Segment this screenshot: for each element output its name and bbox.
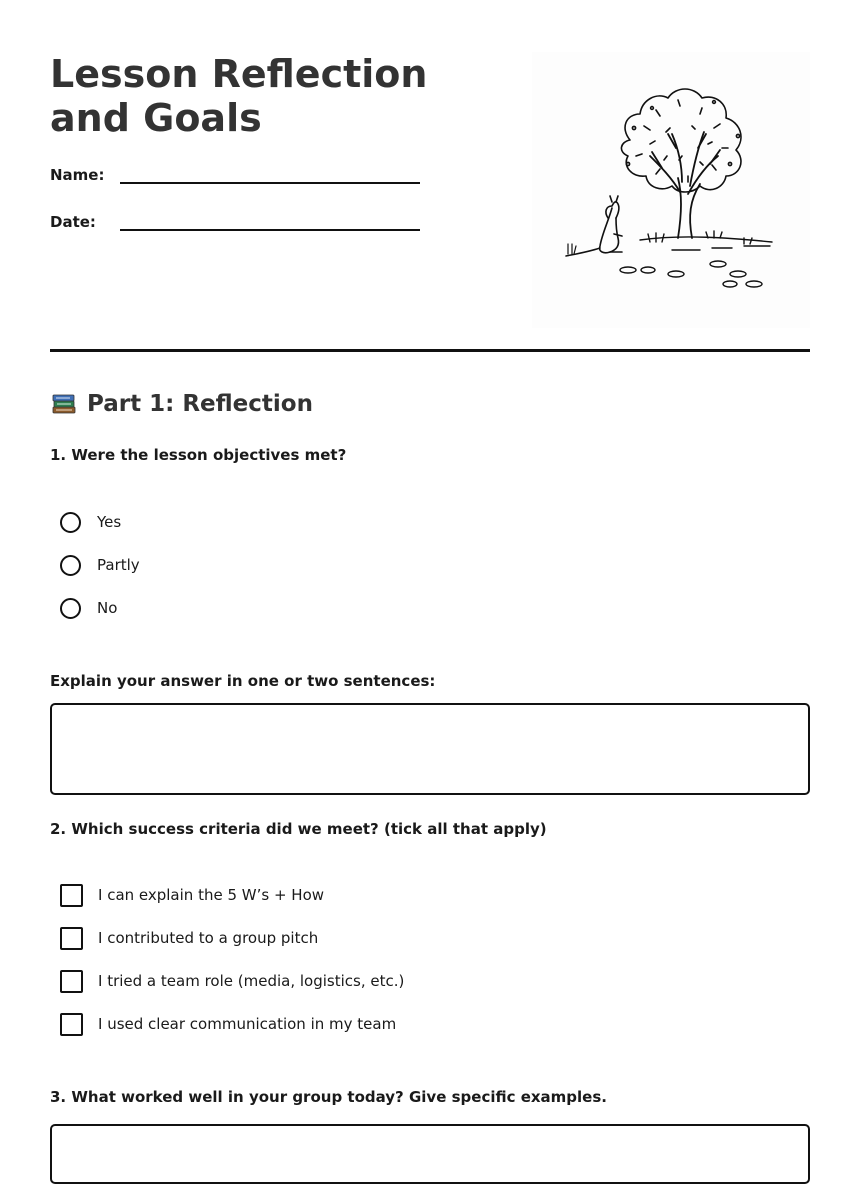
question-2: 2. Which success criteria did we meet? (tick all that apply): [50, 820, 547, 838]
name-field[interactable]: [50, 165, 430, 189]
question-3-answer-box[interactable]: [50, 1124, 810, 1184]
explain-answer-box[interactable]: [50, 703, 810, 795]
radio-button[interactable]: [60, 555, 81, 576]
option-label: I can explain the 5 W’s + How: [98, 886, 325, 904]
name-label: Name:: [50, 166, 105, 184]
date-label: Date:: [50, 213, 96, 231]
option-label: Yes: [97, 513, 122, 531]
checkbox-option[interactable]: [60, 925, 318, 951]
radio-option-yes[interactable]: [60, 509, 121, 535]
radio-option-partly[interactable]: [60, 552, 140, 578]
checkbox[interactable]: [60, 970, 83, 993]
option-label: Partly: [97, 556, 140, 574]
name-line[interactable]: [120, 182, 420, 184]
question-1: 1. Were the lesson objectives met?: [50, 446, 347, 464]
option-label: I contributed to a group pitch: [98, 929, 319, 947]
checkbox-option[interactable]: [60, 1011, 396, 1037]
option-label: I tried a team role (media, logistics, etc.): [98, 972, 405, 990]
explain-prompt: Explain your answer in one or two sentences:: [50, 672, 436, 690]
part1-heading-text: Part 1: Reflection: [87, 391, 313, 417]
checkbox[interactable]: [60, 927, 83, 950]
option-label: I used clear communication in my team: [98, 1015, 397, 1033]
books-icon: [50, 390, 78, 418]
section-divider: [50, 349, 810, 352]
radio-button[interactable]: [60, 512, 81, 533]
page-title: Lesson Reflection and Goals: [50, 52, 428, 140]
checkbox[interactable]: [60, 884, 83, 907]
date-line[interactable]: [120, 229, 420, 231]
part1-heading: [50, 388, 313, 420]
option-label: No: [97, 599, 118, 617]
checkbox[interactable]: [60, 1013, 83, 1036]
checkbox-option[interactable]: [60, 968, 404, 994]
question-3: 3. What worked well in your group today? Give specific examples.: [50, 1088, 607, 1106]
date-field[interactable]: [50, 212, 430, 236]
tree-kangaroo-illustration: [532, 52, 810, 328]
radio-option-no[interactable]: [60, 595, 117, 621]
checkbox-option[interactable]: [60, 882, 324, 908]
radio-button[interactable]: [60, 598, 81, 619]
